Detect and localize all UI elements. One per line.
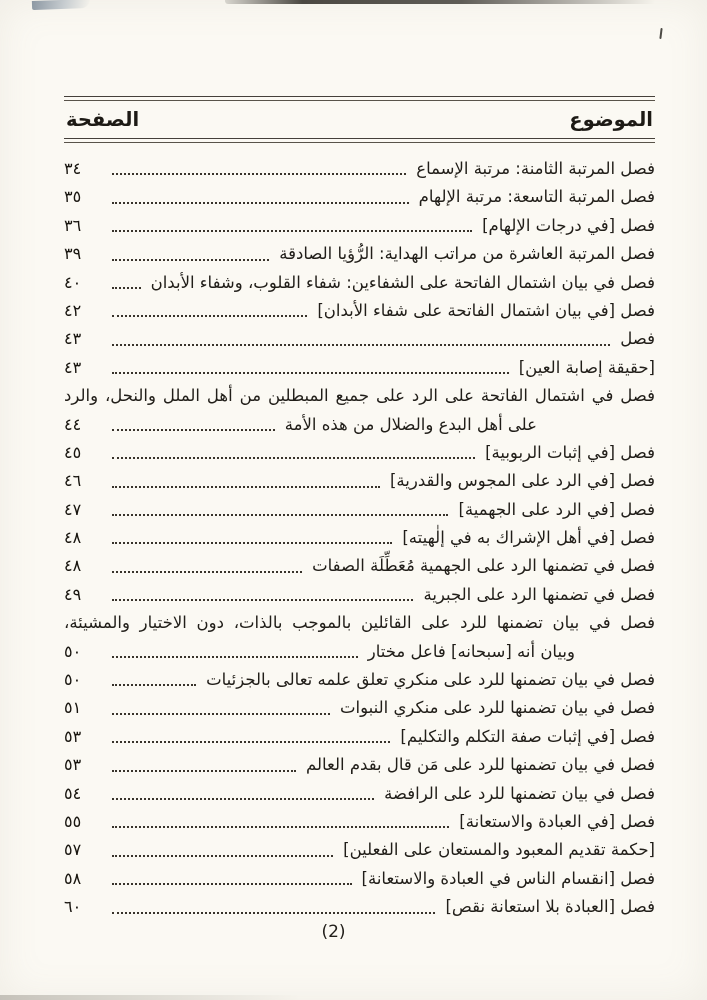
- toc-entry-text: فصل [في درجات الإلهام]: [482, 215, 655, 235]
- toc-entry-text: فصل المرتبة التاسعة: مرتبة الإلهام: [418, 187, 655, 207]
- toc-entry-text: فصل في بيان تضمنها للرد على مَن قال بقدم العالم: [305, 755, 655, 775]
- toc-row: [64, 609, 655, 637]
- dot-leader: [112, 656, 358, 658]
- scan-artifact-bottom-shade: [0, 995, 300, 1000]
- dot-leader: [112, 514, 448, 516]
- header-words: [64, 101, 655, 138]
- toc-entry-page: ٣٥: [64, 187, 82, 207]
- dot-leader: [112, 315, 307, 317]
- header-rule-bottom: [64, 138, 655, 143]
- toc-row: [64, 439, 655, 467]
- toc-entry-text: فصل المرتبة الثامنة: مرتبة الإسماع: [416, 158, 655, 178]
- toc-entry-page: ٥١: [64, 698, 82, 718]
- toc-entry-text: فصل [انقسام الناس في العبادة والاستعانة]: [361, 868, 655, 888]
- dot-leader: [112, 486, 380, 488]
- toc-entry-text: فصل في بيان تضمنها للرد على منكري تعلق علمه تعالى بالجزئيات: [206, 670, 655, 690]
- dot-leader: [112, 259, 269, 261]
- toc-entry-text: وبيان أنه [سبحانه] فاعل مختار: [367, 641, 575, 661]
- toc-entry-page: ٤٠: [64, 272, 82, 292]
- toc-entry-text: فصل في تضمنها الرد على الجهمية مُعَطِّلَة الصفات: [312, 556, 655, 576]
- toc-entry-page: ٥٣: [64, 755, 82, 775]
- toc-entry-page: ٤٧: [64, 499, 82, 519]
- dot-leader: [112, 684, 196, 686]
- toc-row: [64, 552, 655, 580]
- toc-row: [64, 297, 655, 325]
- toc-row: [64, 893, 655, 921]
- dot-leader: [112, 713, 330, 715]
- dot-leader: [112, 599, 413, 601]
- toc-row: [64, 694, 655, 722]
- toc-list: [64, 155, 655, 922]
- dot-leader: [112, 883, 352, 885]
- toc-row: [64, 751, 655, 779]
- toc-row: [64, 836, 655, 864]
- toc-row: [64, 723, 655, 751]
- toc-entry-page: ٤٥: [64, 442, 82, 462]
- toc-row: [64, 212, 655, 240]
- toc-entry-text: فصل [في أهل الإشراك به في إلٰهيته]: [402, 528, 655, 548]
- toc-entry-page: ٣٩: [64, 244, 82, 264]
- toc-entry-page: ٣٦: [64, 215, 82, 235]
- toc-row: [64, 354, 655, 382]
- dot-leader: [112, 798, 374, 800]
- dot-leader: [112, 457, 475, 459]
- toc-entry-page: ٦٠: [64, 897, 82, 917]
- toc-row: [64, 382, 655, 410]
- toc-entry-page: ٤٣: [64, 357, 82, 377]
- dot-leader: [112, 287, 141, 289]
- dot-leader: [112, 202, 409, 204]
- toc-row: [64, 325, 655, 353]
- toc-entry-text: فصل المرتبة العاشرة من مراتب الهداية: الرُّؤيا الصادقة: [279, 244, 655, 264]
- toc-entry-text: فصل في بيان اشتمال الفاتحة على الشفاءين: شفاء القلوب، وشفاء الأبدان: [150, 272, 655, 292]
- dot-leader: [112, 372, 509, 374]
- toc-row: [64, 780, 655, 808]
- toc-entry-page: ٥٣: [64, 726, 82, 746]
- toc-row: [64, 183, 655, 211]
- toc-entry-text: فصل [العبادة بلا استعانة نقص]: [445, 897, 655, 917]
- toc-entry-text: [حكمة تقديم المعبود والمستعان على الفعلين]: [343, 840, 655, 860]
- dot-leader: [112, 770, 296, 772]
- toc-entry-text: فصل: [620, 329, 655, 349]
- toc-row: [64, 808, 655, 836]
- toc-row: [64, 524, 655, 552]
- toc-entry-text: فصل في تضمنها الرد على الجبرية: [423, 584, 655, 604]
- toc-entry-page: ٥٨: [64, 868, 82, 888]
- toc-entry-page: ٥٥: [64, 811, 82, 831]
- dot-leader: [112, 855, 333, 857]
- toc-entry-page: ٤٤: [64, 414, 82, 434]
- toc-entry-text: [حقيقة إصابة العين]: [518, 357, 655, 377]
- toc-entry-text: فصل [في إثبات الربوبية]: [485, 442, 655, 462]
- dot-leader: [112, 912, 435, 914]
- dot-leader: [112, 826, 449, 828]
- toc-row: [64, 240, 655, 268]
- toc-row: [64, 496, 655, 524]
- toc-entry-page: ٤٨: [64, 528, 82, 548]
- toc-entry-text: على أهل البدع والضلال من هذه الأمة: [284, 414, 537, 434]
- toc-entry-page: ٤٨: [64, 556, 82, 576]
- toc-row: [64, 411, 655, 439]
- toc-entry-text: فصل في بيان تضمنها للرد على القائلين بالموجب بالذات، دون الاختيار والمشيئة،: [64, 613, 655, 633]
- toc-entry-text: فصل [في إثبات صفة التكلم والتكليم]: [400, 726, 655, 746]
- toc-row: [64, 269, 655, 297]
- toc-entry-page: ٤٩: [64, 584, 82, 604]
- toc-row: [64, 865, 655, 893]
- toc-row: [64, 467, 655, 495]
- toc-entry-text: فصل في بيان تضمنها للرد على منكري النبوات: [340, 698, 655, 718]
- header-topic-label: الموضوع: [569, 108, 653, 131]
- toc-entry-text: فصل في بيان تضمنها للرد على الرافضة: [384, 783, 655, 803]
- toc-entry-page: ٥٧: [64, 840, 82, 860]
- toc-row: [64, 581, 655, 609]
- toc-entry-page: ٤٣: [64, 329, 82, 349]
- toc-entry-text: فصل [في الرد على المجوس والقدرية]: [389, 471, 655, 491]
- toc-entry-text: فصل [في الرد على الجهمية]: [458, 499, 655, 519]
- dot-leader: [112, 429, 275, 431]
- toc-row: [64, 666, 655, 694]
- toc-entry-page: ٥٠: [64, 670, 82, 690]
- toc-entry-page: ٣٤: [64, 158, 82, 178]
- toc-header: [64, 96, 655, 143]
- dot-leader: [112, 173, 406, 175]
- toc-entry-page: ٥٤: [64, 783, 82, 803]
- dot-leader: [112, 230, 472, 232]
- dot-leader: [112, 571, 302, 573]
- toc-row: [64, 155, 655, 183]
- toc-entry-text: فصل [في بيان اشتمال الفاتحة على شفاء الأبدان]: [317, 300, 655, 320]
- toc-entry-page: ٤٦: [64, 471, 82, 491]
- page-number-footer: (2): [321, 922, 346, 942]
- toc-entry-page: ٥٠: [64, 641, 82, 661]
- header-page-label: الصفحة: [66, 108, 140, 131]
- toc-entry-text: فصل [في العبادة والاستعانة]: [459, 811, 655, 831]
- toc-entry-page: ٤٢: [64, 300, 82, 320]
- toc-row: [64, 638, 655, 666]
- toc-entry-text: فصل في اشتمال الفاتحة على الرد على جميع المبطلين من أهل الملل والنحل، والرد: [64, 386, 655, 406]
- dot-leader: [112, 741, 390, 743]
- dot-leader: [112, 542, 392, 544]
- dot-leader: [112, 344, 610, 346]
